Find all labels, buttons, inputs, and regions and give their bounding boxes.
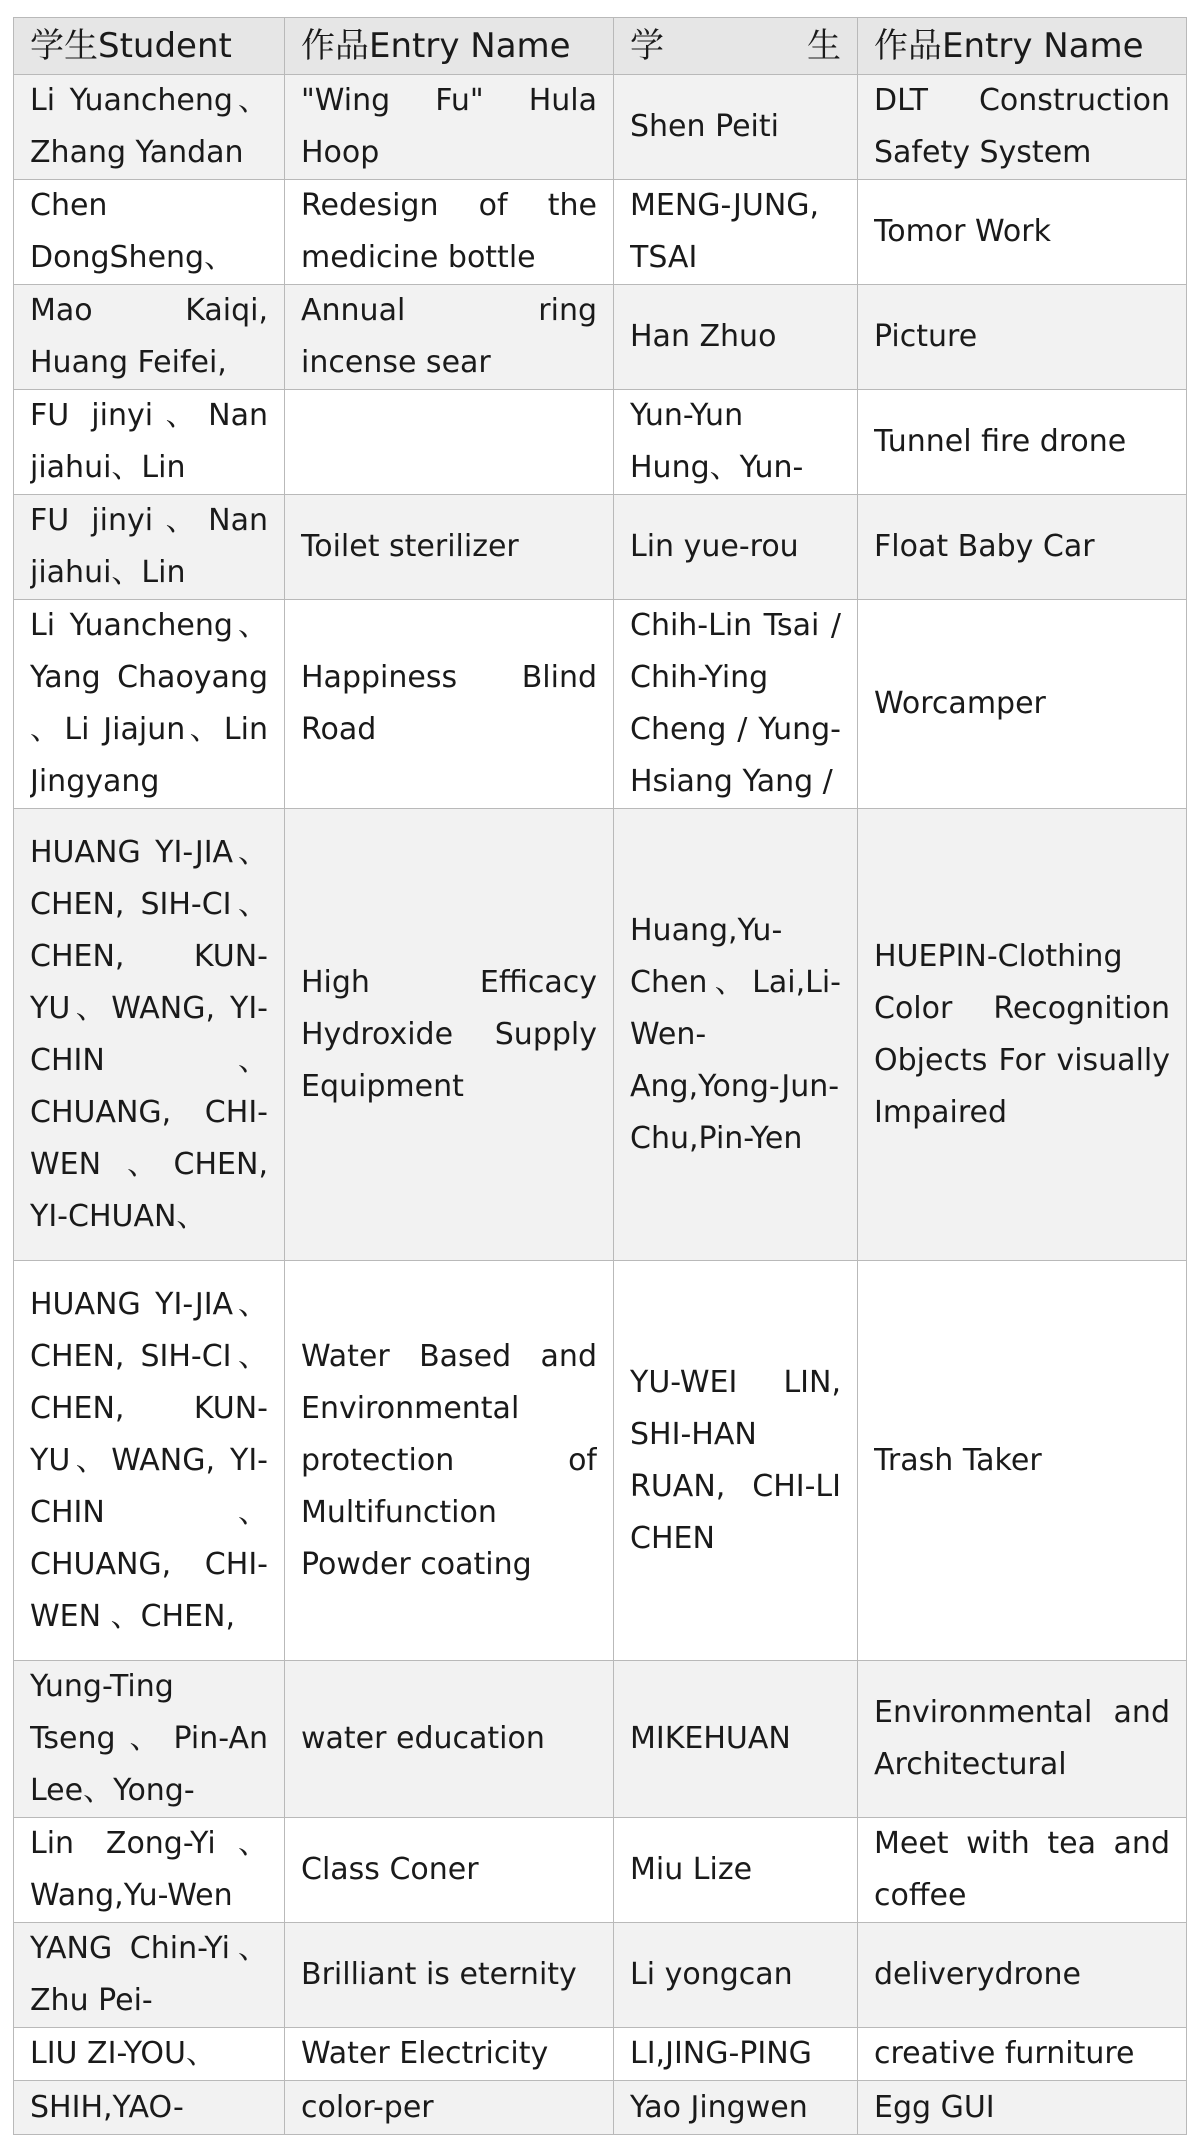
table-row	[14, 180, 1187, 285]
entry-b-cell: Meet with tea and coffee	[874, 1826, 1170, 1913]
table-row	[14, 809, 1187, 1261]
header-row	[14, 18, 1187, 75]
table-row	[14, 1818, 1187, 1923]
student-b-cell: Huang,Yu-Chen、Lai,Li-Wen-Ang,Yong-Jun-Chu,Pin-Yen	[630, 912, 841, 1156]
entry-a-cell: color-per	[301, 2089, 434, 2125]
student-a-cell: Li Yuancheng、Yang Chaoyang 、Li Jiajun、Lin Jingyang	[30, 608, 268, 799]
entry-a-cell: Water Based and Environmental protection of Multifunction Powder coating	[301, 1338, 597, 1582]
student-a-cell: HUANG YI-JIA、CHEN, SIH-CI、CHEN, KUN-YU、WANG, YI-CHIN、CHUANG, CHI-WEN 、CHEN, YI-CHUAN、	[30, 834, 268, 1234]
student-a-cell: HUANG YI-JIA、CHEN, SIH-CI、CHEN, KUN-YU、WANG, YI-CHIN、CHUANG, CHI-WEN 、CHEN,	[30, 1286, 268, 1634]
entry-b-cell: Float Baby Car	[874, 529, 1095, 564]
entry-b-cell: DLT Construction Safety System	[874, 83, 1170, 170]
entry-a-cell: Water Electricity	[301, 2036, 549, 2071]
student-a-cell: Yung-Ting Tseng、Pin-An Lee、Yong-	[30, 1669, 268, 1808]
header-student-a: 学生Student	[14, 18, 285, 75]
entry-a-cell: Class Coner	[301, 1852, 479, 1887]
student-b-cell: Lin yue-rou	[630, 529, 799, 564]
entry-b-cell: Worcamper	[874, 686, 1046, 721]
student-b-cell: Yun-Yun Hung、Yun-	[630, 398, 804, 485]
table-row	[14, 495, 1187, 600]
student-a-cell: SHIH,YAO-	[30, 2089, 184, 2125]
table-row	[14, 1661, 1187, 1818]
header-entry-b: 作品Entry Name	[858, 18, 1187, 75]
student-b-cell: Shen Peiti	[630, 109, 779, 144]
entry-a-cell: "Wing Fu" Hula Hoop	[301, 83, 597, 170]
student-b-cell: YU-WEI LIN, SHI-HAN RUAN, CHI-LI CHEN	[630, 1364, 841, 1556]
student-a-cell: Chen DongSheng、	[30, 188, 235, 275]
student-a-cell: Mao Kaiqi, Huang Feifei,	[30, 293, 268, 380]
student-a-cell: FU jinyi、Nan jiahui、Lin	[30, 503, 268, 590]
student-a-cell: LIU ZI-YOU、	[30, 2036, 216, 2071]
student-b-cell: Miu Lize	[630, 1852, 753, 1887]
student-b-cell: LI,JING-PING	[630, 2036, 812, 2071]
entry-b-cell: Egg GUI	[874, 2089, 995, 2125]
student-b-cell: MENG-JUNG, TSAI	[630, 188, 820, 275]
entry-a-cell: High Efficacy Hydroxide Supply Equipment	[301, 964, 597, 1104]
student-b-cell: Yao Jingwen	[630, 2089, 808, 2125]
student-a-cell: FU jinyi、Nan jiahui、Lin	[30, 398, 268, 485]
entry-a-cell: Happiness Blind Road	[301, 660, 597, 747]
entry-b-cell: deliverydrone	[874, 1957, 1082, 1992]
entry-a-cell: Redesign of the medicine bottle	[301, 188, 597, 275]
entry-b-cell: Environmental and Architectural	[874, 1695, 1170, 1782]
entry-b-cell: HUEPIN-Clothing Color Recognition Objects For visually Impaired	[874, 938, 1170, 1130]
table-row	[14, 75, 1187, 180]
student-a-cell: Lin Zong-Yi、Wang,Yu-Wen	[30, 1826, 268, 1913]
entry-a-cell: Brilliant is eternity	[301, 1957, 577, 1992]
student-b-cell: Chih-Lin Tsai / Chih-Ying Cheng / Yung-Hsiang Yang /	[630, 608, 841, 799]
header-entry-a: 作品Entry Name	[285, 18, 614, 75]
table-row	[14, 1923, 1187, 2028]
entry-b-cell: Trash Taker	[874, 1442, 1042, 1478]
table-row	[14, 600, 1187, 809]
entry-a-cell: water education	[301, 1721, 545, 1756]
table-row	[14, 2081, 1187, 2135]
student-b-cell: Li yongcan	[630, 1957, 793, 1992]
entry-b-cell: Tunnel fire drone	[874, 424, 1127, 459]
table-row	[14, 390, 1187, 495]
student-b-cell: MIKEHUAN	[630, 1721, 791, 1756]
header-student-b: 学 生	[614, 18, 858, 75]
entry-a-cell: Annual ring incense sear	[301, 293, 597, 380]
entry-a-cell: Toilet sterilizer	[301, 529, 519, 564]
table-row	[14, 1261, 1187, 1661]
student-a-cell: Li Yuancheng、Zhang Yandan	[30, 83, 268, 170]
student-a-cell: YANG Chin-Yi、Zhu Pei-	[30, 1931, 268, 2018]
student-b-cell: Han Zhuo	[630, 319, 777, 354]
entries-table	[13, 17, 1187, 2135]
table-row	[14, 2028, 1187, 2081]
entry-b-cell: creative furniture	[874, 2036, 1135, 2071]
table-row	[14, 285, 1187, 390]
entry-b-cell: Picture	[874, 319, 978, 354]
entry-b-cell: Tomor Work	[874, 214, 1051, 249]
